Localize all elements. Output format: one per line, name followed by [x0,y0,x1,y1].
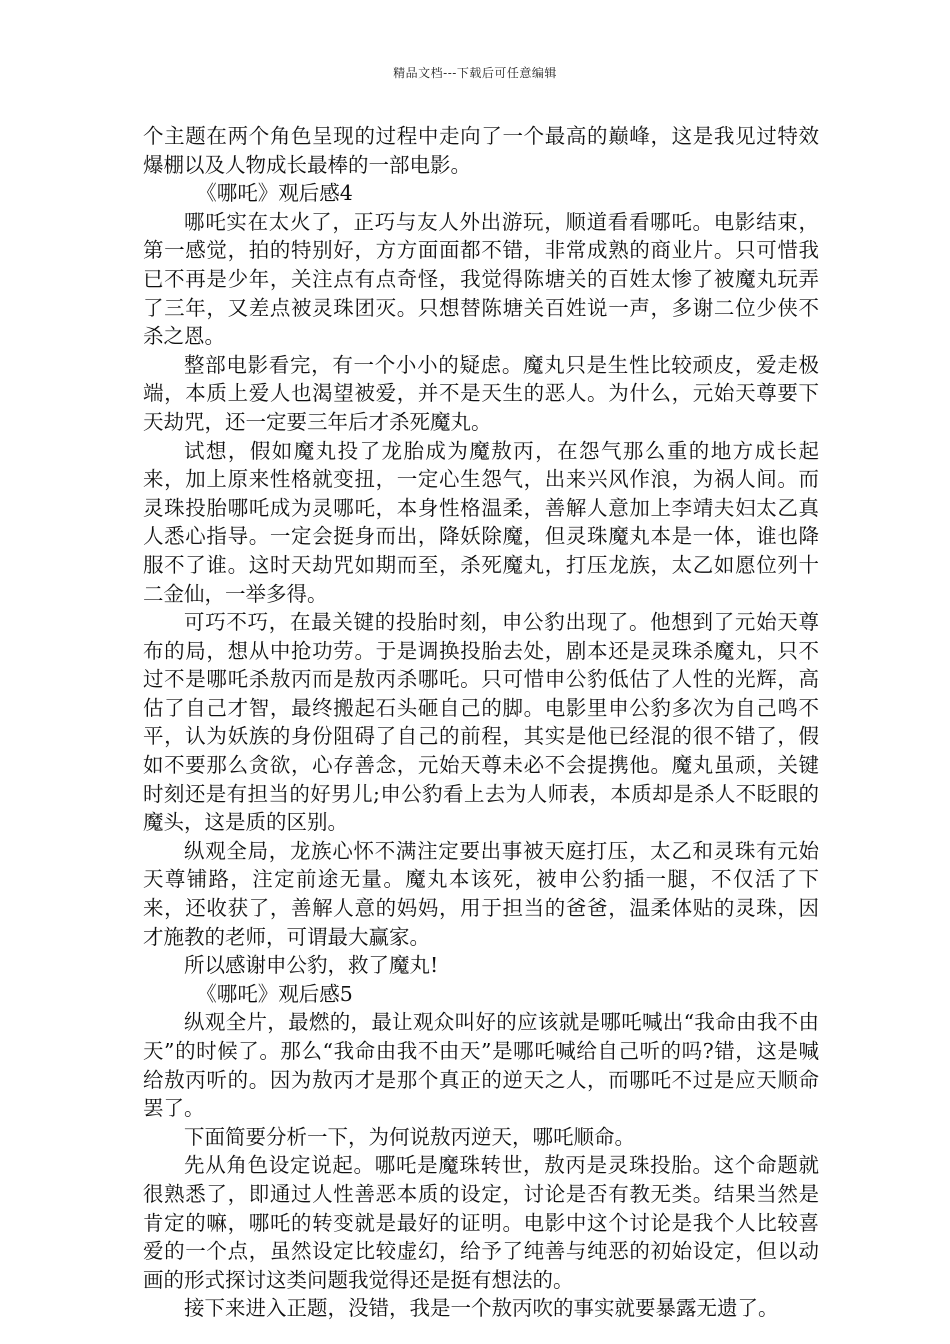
paragraph: 哪吒实在太火了，正巧与友人外出游玩，顺道看看哪吒。电影结束，第一感觉，拍的特别好，方方面面都不错，非常成熟的商业片。只可惜我已不再是少年，关注点有点奇怪，我觉得陈塘关的百姓太惨了被魔丸玩弄了三年，又差点被灵珠团灭。只想替陈塘关百姓说一声，多谢二位少侠不杀之恩。 [143,209,819,349]
paragraph: 纵观全局，龙族心怀不满注定要出事被天庭打压，太乙和灵珠有元始天尊铺路，注定前途无量。魔丸本该死，被申公豹插一腿，不仅活了下来，还收获了，善解人意的妈妈，用于担当的爸爸，温柔体贴的灵珠，因才施教的老师，可谓最大赢家。 [143,838,819,949]
section-heading: 《哪吒》观后感4 [196,181,353,206]
paragraph: 纵观全片，最燃的，最让观众叫好的应该就是哪吒喊出“我命由我不由天”的时候了。那么“我命由我不由天”是哪吒喊给自己听的吗?错，这是喊给敖丙听的。因为敖丙才是那个真正的逆天之人，而哪吒不过是应天顺命罢了。 [143,1010,819,1121]
document-body [143,122,819,1323]
paragraph: 接下来进入正题，没错，我是一个敖丙吹的事实就要暴露无遗了。 [184,1296,779,1321]
paragraph: 整部电影看完，有一个小小的疑虑。魔丸只是生性比较顽皮，爱走极端，本质上爱人也渴望被爱，并不是天生的恶人。为什么，元始天尊要下天劫咒，还一定要三年后才杀死魔丸。 [143,352,819,434]
paragraph: 所以感谢申公豹，救了魔丸! [184,953,439,978]
paragraph: 个主题在两个角色呈现的过程中走向了一个最高的巅峰，这是我见过特效爆棚以及人物成长最棒的一部电影。 [143,124,819,177]
section-heading: 《哪吒》观后感5 [196,981,353,1006]
paragraph: 试想，假如魔丸投了龙胎成为魔敖丙，在怨气那么重的地方成长起来，加上原来性格就变扭，一定心生怨气，出来兴风作浪，为祸人间。而灵珠投胎哪吒成为灵哪吒，本身性格温柔，善解人意加上李靖夫妇太乙真人悉心指导。一定会挺身而出，降妖除魔，但灵珠魔丸本是一体，谁也降服不了谁。这时天劫咒如期而至，杀死魔丸，打压龙族，太乙如愿位列十二金仙，一举多得。 [143,438,819,606]
paragraph: 可巧不巧，在最关键的投胎时刻，申公豹出现了。他想到了元始天尊布的局，想从中抢功劳。于是调换投胎去处，剧本还是灵珠杀魔丸，只不过不是哪吒杀敖丙而是敖丙杀哪吒。只可惜申公豹低估了人性的光辉，高估了自己才智，最终搬起石头砸自己的脚。电影里申公豹多次为自己鸣不平，认为妖族的身份阻碍了自己的前程，其实是他已经混的很不错了，假如不要那么贪欲，心存善念，元始天尊未必不会提携他。魔丸虽顽，关键时刻还是有担当的好男儿;申公豹看上去为人师表，本质却是杀人不眨眼的魔头，这是质的区别。 [143,610,819,835]
page-header: 精品文档---下载后可任意编辑 [393,66,557,80]
paragraph: 先从角色设定说起。哪吒是魔珠转世，敖丙是灵珠投胎。这个命题就很熟悉了，即通过人性善恶本质的设定，讨论是否有教无类。结果当然是肯定的嘛，哪吒的转变就是最好的证明。电影中这个讨论是我个人比较喜爱的一个点，虽然设定比较虚幻，给予了纯善与纯恶的初始设定，但以动画的形式探讨这类问题我觉得还是挺有想法的。 [143,1153,819,1292]
paragraph: 下面简要分析一下，为何说敖丙逆天，哪吒顺命。 [184,1124,635,1149]
